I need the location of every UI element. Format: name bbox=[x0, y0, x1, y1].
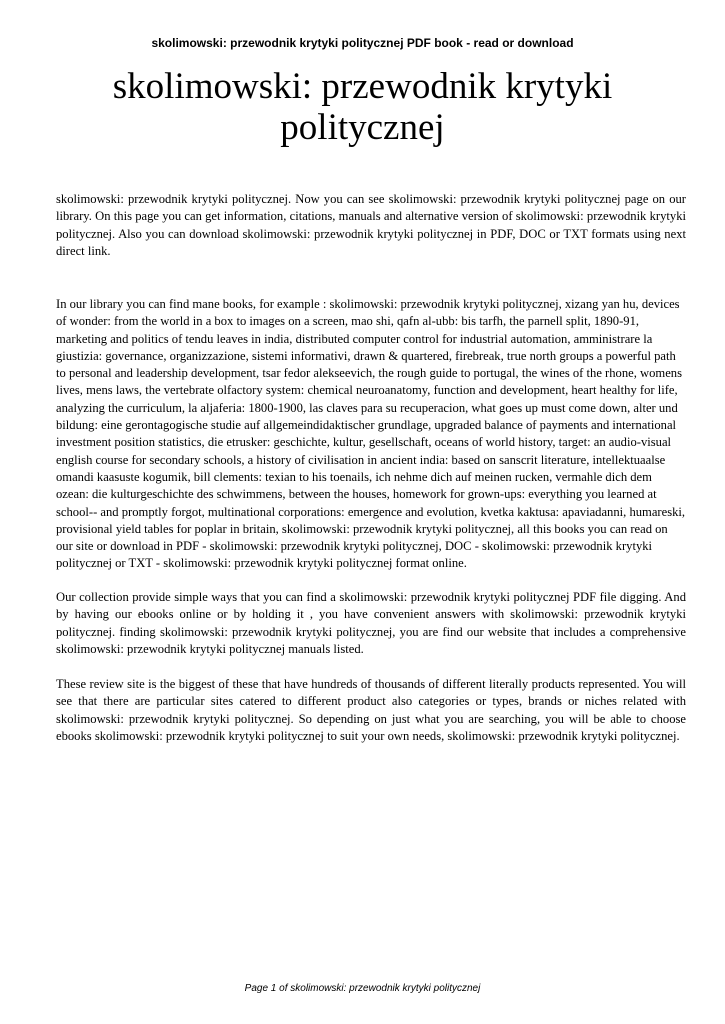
paragraph-text: In our library you can find mane books, for example : skolimowski: przewodnik krytyki politycznej, xizang yan hu, devices of wonder: from the world in a box to images on a screen, mao shi, qafn al-ubb: bis tarfh, the parnell split, 1890-91, marketing and politics of tendu leaves in india, distributed computer control for industrial automation, amministrare la giustizia: governance, organizzazione, sistemi informativi, drawn & quartered, firebreak, true north groups a powerful path to personal and leadership development, tsar fedor alekseevich, the rough guide to portugal, the wines of the rhone, womens lives, mens laws, the vertebrate olfactory system: chemical neuroanatomy, function and development, heart healthy for life, analyzing the curriculum, la aljaferia: 1800-1900, las claves para su recuperacion, what goes up must come down, alter und bildung: eine gerontagogische studie auf allgemeindidaktischer grundlage, upgraded balance of payments and international investment position statistics, die etrusker: geschichte, kultur, gesellschaft, oceans of world history, target: an audio-visual english course for secondary schools, a history of civilisation in ancient india: based on sanscrit literature, intellektuaalse omandi kaasuste kogumik, bill clements: texian to his toenails, ich nehme dich auf meinen rucken, vermahle dich dem ozean: die kulturgeschichte des schwimmens, between the houses, homework for grown-ups: everything you learned at school-- and promptly forgot, multinational corporations: emergence and evolution, kvetka kaktusa: apaviadanni, humareski, provisional yield tables for poplar in britain, skolimowski: przewodnik krytyki politycznej, all this books you can read on our site or download in PDF - skolimowski: przewodnik krytyki politycznej, DOC - skolimowski: przewodnik krytyki politycznej or TXT - skolimowski: przewodnik krytyki politycznej format online. bbox=[56, 297, 686, 571]
intro-paragraph bbox=[56, 191, 686, 260]
library-list-paragraph bbox=[56, 296, 686, 573]
paragraph-text: skolimowski: przewodnik krytyki politycznej. Now you can see skolimowski: przewodnik krytyki politycznej page on our library. On this page you can get information, citations, manuals and alternative version of skolimowski: przewodnik krytyki politycznej. Also you can download skolimowski: przewodnik krytyki politycznej in PDF, DOC or TXT formats using next direct link. bbox=[56, 192, 686, 258]
page-footer: Page 1 of skolimowski: przewodnik krytyki politycznej bbox=[244, 983, 481, 994]
document-title: skolimowski: przewodnik krytyki politycznej bbox=[112, 66, 613, 148]
page-header: skolimowski: przewodnik krytyki politycznej PDF book - read or download bbox=[151, 36, 574, 50]
paragraph-text: These review site is the biggest of these that have hundreds of thousands of different literally products represented. You will see that there are particular sites catered to different product also categories or types, brands or niches related with skolimowski: przewodnik krytyki politycznej. So depending on just what you are searching, you will be able to choose ebooks skolimowski: przewodnik krytyki politycznej to suit your own needs, skolimowski: przewodnik krytyki politycznej. bbox=[56, 677, 686, 743]
collection-paragraph bbox=[56, 589, 686, 658]
paragraph-text: Our collection provide simple ways that you can find a skolimowski: przewodnik krytyki politycznej PDF file digging. And by having our ebooks online or by holding it , you have convenient answers with skolimowski: przewodnik krytyki politycznej. finding skolimowski: przewodnik krytyki politycznej, you are find our website that includes a comprehensive skolimowski: przewodnik krytyki politycznej manuals listed. bbox=[56, 590, 686, 656]
review-site-paragraph bbox=[56, 676, 686, 745]
